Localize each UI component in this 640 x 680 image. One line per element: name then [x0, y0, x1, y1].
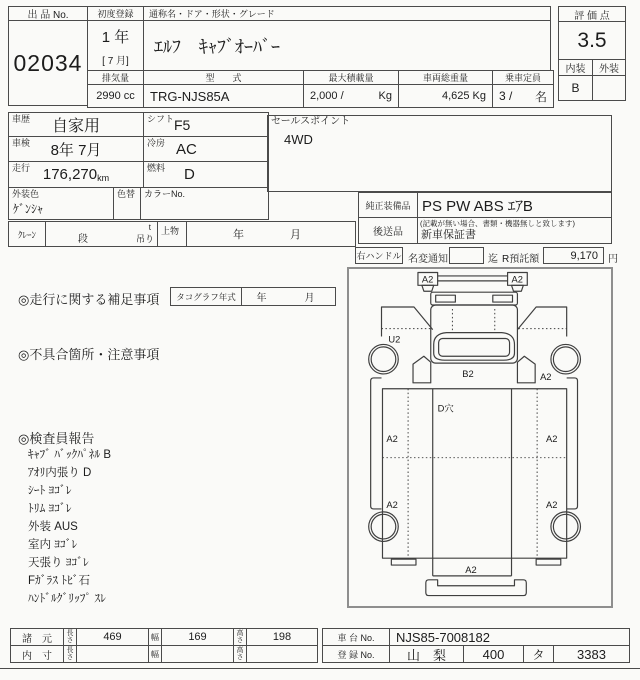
equipment-value-cell: PS PW ABS ｴｱB — [417, 192, 612, 218]
lot-no-header: 出 品 No. — [8, 6, 88, 21]
first-registration-header: 初度登録 — [87, 6, 144, 21]
capacity-value — [492, 84, 554, 108]
history-value: 自家用 — [51, 118, 100, 135]
registration-number: 3383 — [553, 645, 630, 663]
damage-mark-side-rear-right: A2 — [545, 499, 558, 510]
ac-label: 冷房 — [147, 138, 166, 148]
inspector-item: ﾊﾝﾄﾞﾙｸﾞﾘｯﾌﾟ ｽﾚ — [28, 593, 106, 605]
exterior-grade — [592, 75, 626, 101]
inspector-item: ｱｵﾘ内張り D — [28, 467, 92, 479]
inspector-item: 天張り ﾖｺﾞﾚ — [28, 557, 89, 569]
crane-label-cell: ｸﾚｰﾝ — [8, 221, 46, 247]
damage-mark-mirror-right: A2 — [511, 274, 523, 285]
spec-width-value: 169 — [161, 628, 234, 646]
spec-length-label: 長さ — [63, 628, 77, 646]
ac-value: AC — [176, 140, 197, 158]
damage-mark-bed-center: D穴 — [437, 403, 454, 414]
registration-prefecture: 山 梨 — [389, 645, 464, 663]
gross-weight-header: 車両総重量 — [398, 70, 493, 85]
chassis-no-value: NJS85-7008182 — [389, 628, 630, 646]
inner-length-value — [76, 645, 149, 663]
chassis-no-label: 車 台 No. — [322, 628, 390, 646]
later-items-cell — [417, 217, 612, 244]
exterior-color-label: 外装色 — [12, 189, 40, 199]
defects-title: ◎不具合箇所・注意事項 — [18, 347, 160, 362]
shift-label: シフト — [147, 114, 175, 124]
inspection-value: 8年 7月 — [50, 141, 102, 159]
crane-t-label: t — [148, 223, 151, 232]
inspector-item: ｼｰﾄ ﾖｺﾞﾚ — [28, 485, 72, 497]
spec-width-label: 幅 — [148, 628, 162, 646]
later-items-label-cell: 後送品 — [358, 217, 418, 244]
damage-mark-mirror-left: A2 — [421, 274, 434, 285]
inspection-label: 車検 — [12, 138, 31, 148]
damage-mark-front-right: A2 — [540, 371, 552, 382]
color-change-label: 色替 — [117, 189, 136, 199]
crane-upper-label-cell: 上物 — [157, 221, 187, 247]
ac-cell — [143, 136, 269, 162]
inspector-list — [28, 446, 328, 608]
capacity-unit: 名 — [534, 89, 547, 104]
color-no-cell — [140, 187, 269, 220]
spec-length-value: 469 — [76, 628, 149, 646]
damage-mark-side-mid-right: A2 — [545, 433, 558, 444]
max-load-header: 最大積載量 — [303, 70, 399, 85]
model-code-value: TRG-NJS85A — [143, 84, 304, 108]
equipment-label-cell: 純正装備品 — [358, 192, 418, 218]
damage-mark-side-rear-left: A2 — [386, 499, 398, 510]
exterior-color-value: ｹﾞﾝｼｬ — [13, 202, 44, 216]
color-change-cell — [113, 187, 141, 220]
model-code-header: 型 式 — [143, 70, 304, 85]
damage-mark-cab-roof: B2 — [462, 368, 474, 379]
mileage-label: 走行 — [12, 163, 31, 173]
inspection-cell — [8, 136, 144, 162]
mileage-cell — [8, 161, 144, 188]
model-name-header: 通称名・ドア・形状・グレード — [143, 6, 551, 21]
damage-mark-side-mid-left: A2 — [386, 433, 398, 444]
name-change-suffix: 迄 — [488, 254, 498, 265]
color-no-label: カラーNo. — [144, 189, 186, 199]
capacity-number: 3 / — [499, 89, 513, 103]
inner-width-value — [161, 645, 234, 663]
registration-class: 400 — [463, 645, 524, 663]
inner-height-value — [246, 645, 318, 663]
shift-cell — [143, 112, 269, 137]
registration-no-label: 登 録 No. — [322, 645, 390, 663]
vehicle-diagram-box — [347, 267, 613, 608]
crane-dan-label: 段 — [78, 234, 88, 245]
inspector-title: ◎検査員報告 — [18, 431, 95, 446]
max-load-unit: Kg — [378, 90, 392, 102]
bottom-rule — [0, 668, 640, 669]
inspector-item: ﾄﾘﾑ ﾖｺﾞﾚ — [28, 503, 72, 515]
gross-weight-value: 4,625 Kg — [398, 84, 493, 108]
later-items-value: 新車保証書 — [421, 229, 476, 241]
model-name-value: ｴﾙﾌ ｷｬﾌﾞｵｰﾊﾞｰ — [143, 20, 551, 71]
inner-height-label: 高さ — [233, 645, 247, 663]
first-registration-value — [87, 20, 144, 71]
inner-row-label: 内 寸 — [10, 645, 64, 663]
spec-row-label: 諸 元 — [10, 628, 64, 646]
sales-point-label: セールスポイント — [271, 116, 351, 127]
mileage-unit: km — [97, 172, 110, 183]
history-cell — [8, 112, 144, 137]
score-value: 3.5 — [558, 21, 626, 60]
later-items-note: (記載が無い場合、書類・機器無しと致します) — [420, 219, 575, 228]
mileage-note-title: ◎走行に関する補足事項 — [18, 292, 160, 307]
displacement-value: 2990 cc — [87, 84, 144, 108]
interior-header: 内装 — [558, 59, 593, 76]
tachograph-label-box: タコグラフ年式 — [170, 287, 242, 306]
inner-length-label: 長さ — [63, 645, 77, 663]
rhd-badge: 右ハンドル — [355, 247, 403, 264]
exterior-header: 外装 — [592, 59, 626, 76]
tachograph-value-box: 年 月 — [241, 287, 336, 306]
yen-label: 円 — [608, 254, 618, 265]
crane-year-month-cell: 年 月 — [186, 221, 356, 247]
sales-point-value: 4WD — [284, 132, 313, 147]
spec-height-label: 高さ — [233, 628, 247, 646]
registration-kana: タ — [523, 645, 554, 663]
score-header: 評 価 点 — [558, 6, 626, 22]
fuel-cell — [143, 161, 269, 188]
first-registration-year: 1 年 — [101, 28, 130, 46]
name-change-label: 名変通知 — [408, 254, 448, 265]
inspector-item: ｷｬﾌﾞ ﾊﾞｯｸﾊﾟﾈﾙ B — [28, 449, 112, 461]
displacement-header: 排気量 — [87, 70, 144, 85]
deposit-label: R預託額 — [502, 254, 540, 265]
shift-value: F5 — [174, 116, 191, 133]
inspector-item: 外装 AUS — [28, 521, 78, 533]
lot-no-value: 02034 — [8, 20, 88, 106]
fuel-value: D — [184, 166, 195, 183]
capacity-header: 乗車定員 — [492, 70, 554, 85]
exterior-color-cell — [8, 187, 114, 220]
first-registration-month: [ 7 月] — [102, 55, 129, 67]
max-load-number: 2,000 / — [310, 90, 344, 102]
history-label: 車歴 — [12, 114, 31, 124]
sales-point-box — [267, 115, 612, 192]
crane-tsuri-label: 吊り — [135, 234, 154, 244]
interior-grade: B — [558, 75, 593, 101]
crane-spec-cell — [45, 221, 158, 247]
deposit-box: 9,170 — [543, 247, 604, 264]
inner-width-label: 幅 — [148, 645, 162, 663]
mileage-value: 176,270 — [42, 166, 98, 183]
damage-mark-tailgate: A2 — [465, 564, 477, 575]
inspector-item: Fｶﾞﾗｽ ﾄﾋﾞ石 — [28, 575, 90, 587]
truck-top-view-diagram — [349, 269, 611, 606]
damage-mark-front-left: U2 — [388, 334, 401, 345]
max-load-value — [303, 84, 399, 108]
name-change-box — [449, 247, 484, 264]
fuel-label: 燃料 — [147, 163, 166, 173]
spec-height-value: 198 — [246, 628, 318, 646]
inspector-item: 室内 ﾖｺﾞﾚ — [28, 539, 78, 551]
